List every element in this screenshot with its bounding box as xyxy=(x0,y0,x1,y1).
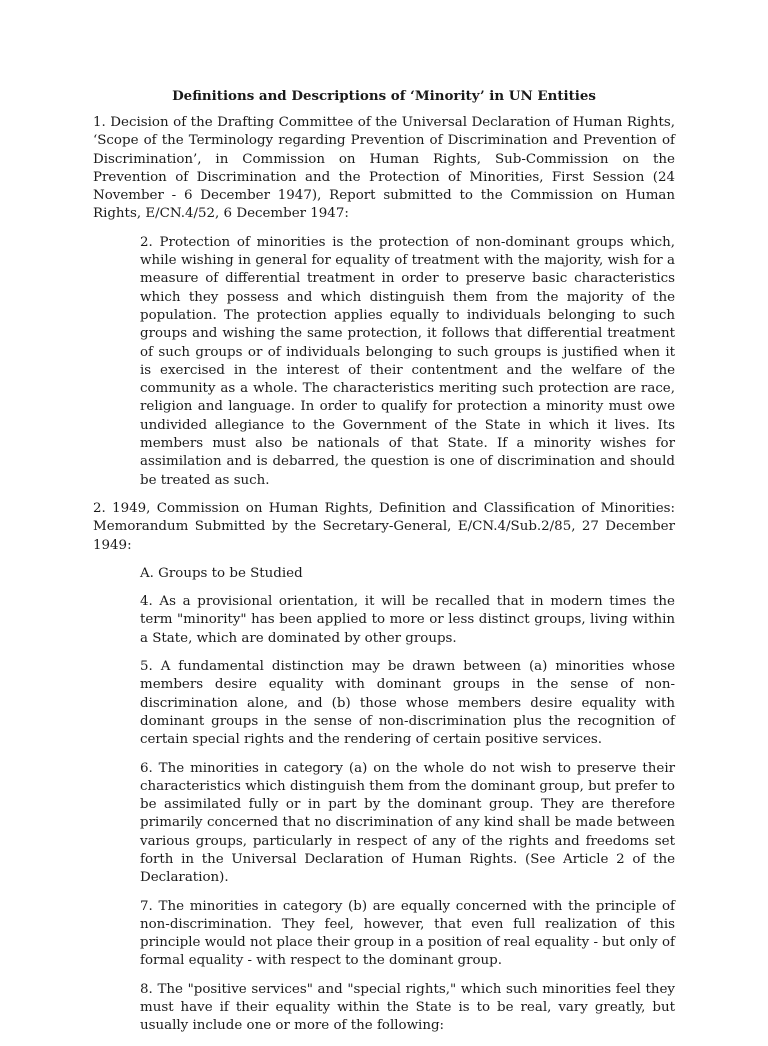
quoted-paragraph-protection: 2. Protection of minorities is the protection of non-dominant groups which, while wishing in general for equality of treatment with the majority, wish for a measure of differential treatment in order to preserve basic characteristics which they possess and which distinguish them from the majority of the population. The protection applies equally to individuals belonging to such groups and wishing the same protection, it follows that differential treatment of such groups or of individuals belonging to such groups is justified when it is exercised in the interest of their contentment and the welfare of the community as a whole. The characteristics meriting such protection are race, religion and language. In order to qualify for protection a minority must owe undivided allegiance to the Government of the State in which it lives. Its members must also be nationals of that State. If a minority wishes for assimilation and is debarred, the question is one of discrimination and should be treated as such. xyxy=(140,234,675,488)
quoted-paragraph-6: 6. The minorities in category (a) on the whole do not wish to preserve their characteristics which distinguish them from the dominant group, but prefer to be assimilated fully or in part by the dominant group. They are therefore primarily concerned that no discrimination of any kind shall be made between various groups, particularly in respect of any of the rights and freedoms set forth in the Universal Declaration of Human Rights. (See Article 2 of the Declaration). xyxy=(140,760,675,886)
paragraph-1-intro: 1. Decision of the Drafting Committee of the Universal Declaration of Human Rights, ‘Scope of the Terminology regarding Prevention of Discrimination and Prevention of Discrimination’, in Commission on Human Rights, Sub-Commission on the Prevention of Discrimination and the Protection of Minorities, First Session (24 November - 6 December 1947), Report submitted to the Commission on Human Rights, E/CN.4/52, 6 December 1947: xyxy=(93,115,675,222)
paragraph-2-intro: 2. 1949, Commission on Human Rights, Definition and Classification of Minorities: Memorandum Submitted by the Secretary-General, E/CN.4/Sub.2/85, 27 December 1949: xyxy=(93,500,675,553)
quoted-paragraph-5: 5. A fundamental distinction may be drawn between (a) minorities whose members desire equality with dominant groups in the sense of non-discrimination alone, and (b) those whose members desire equality with dominant groups in the sense of non-discrimination plus the recognition of certain special rights and the rendering of certain positive services. xyxy=(140,659,675,748)
quoted-paragraph-7: 7. The minorities in category (b) are equally concerned with the principle of non-discrimination. They feel, however, that even full realization of this principle would not place their group in a position of real equality - but only of formal equality - with respect to the dominant group. xyxy=(140,898,675,969)
section-heading-groups: A. Groups to be Studied xyxy=(140,565,303,581)
document-page xyxy=(93,86,675,1046)
quoted-paragraph-4: 4. As a provisional orientation, it will be recalled that in modern times the term "minority" has been applied to more or less distinct groups, living within a State, which are dominated by other groups. xyxy=(140,594,675,646)
document-title: Definitions and Descriptions of ‘Minority’ in UN Entities xyxy=(172,88,596,104)
quoted-paragraph-8: 8. The "positive services" and "special rights," which such minorities feel they must have if their equality within the State is to be real, vary greatly, but usually include one or more of the following: xyxy=(140,981,675,1034)
